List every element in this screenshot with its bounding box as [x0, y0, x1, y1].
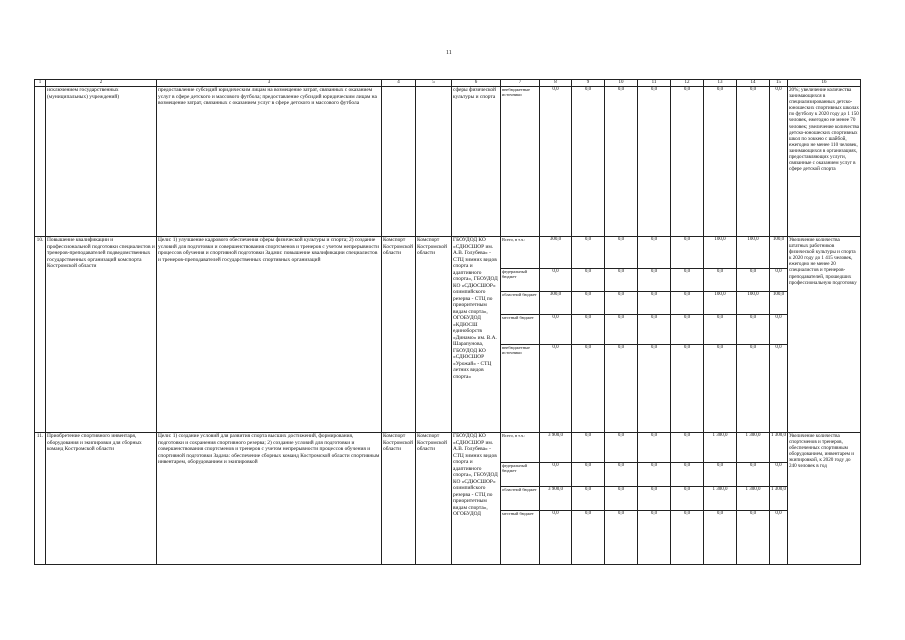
funding-value: 0,0 [737, 315, 770, 345]
funding-value: 0,0 [704, 511, 737, 565]
funding-value: 0,0 [770, 87, 788, 237]
co-executor: Комспорт Костромской области [416, 237, 452, 433]
funding-value: 0,0 [540, 315, 572, 345]
funding-value: 0,0 [671, 511, 704, 565]
table-row [35, 433, 861, 463]
funding-source: внебюджетные источники [501, 345, 540, 433]
funding-value: 0,0 [605, 237, 638, 269]
co-executor: Комспорт Костромской области [416, 433, 452, 565]
row-number: 11. [35, 433, 46, 565]
row-number [35, 87, 46, 237]
funding-value: 0,0 [638, 237, 671, 269]
funding-value: 0,0 [704, 345, 737, 433]
funding-source: областной бюджет [501, 487, 540, 511]
program-measures-table [34, 79, 861, 565]
measure-goals: Цели: 1) улучшение кадрового обеспечения сферы физической культуры и спорта; 2) создание условий для подготовки и совершенствования спортсменов и тренеров с учетом непрерывности процессов обучения и спортивной подготовки Задачи: повышение квалификации специалистов и тренеров-преподавателей государственных спортивных организаций [157, 237, 382, 433]
col-number: 6 [452, 80, 501, 87]
funding-value: 0,0 [540, 345, 572, 433]
col-number: 15 [770, 80, 788, 87]
funding-value: 0,0 [572, 511, 605, 565]
funding-value: 0,0 [605, 315, 638, 345]
col-number: 7 [501, 80, 540, 87]
responsible-executor: Комспорт Костромской области [382, 433, 416, 565]
funding-value: 0,0 [605, 463, 638, 487]
col-number: 5 [416, 80, 452, 87]
funding-value: 0,0 [638, 292, 671, 315]
funding-value: 0,0 [638, 433, 671, 463]
column-number-row [35, 80, 861, 87]
col-number: 2 [46, 80, 157, 87]
funding-value: 0,0 [572, 433, 605, 463]
funding-value: 3 900,0 [540, 487, 572, 511]
expected-result: Увеличение количества спортсменов и тренеров, обеспеченных спортивным оборудованием, инвентарем и экипировкой, к 2020 году до 240 человек в год [788, 433, 861, 565]
funding-value: 100,0 [737, 237, 770, 269]
funding-value: 0,0 [737, 463, 770, 487]
participant-organizations: ГБОУДОД КО «СДЮСШОР им. А.В. Голубева» - СТЦ зимних видов спорта и адаптивного спорта», ГБОУДОД КО «СДЮСШОР» олимпийского резерва - СТЦ по приоритетным видам спорта», ОГОБУДОД [452, 433, 501, 565]
funding-value: 0,0 [638, 315, 671, 345]
measure-name: исключением государственных (муниципальных) учреждений) [46, 87, 157, 237]
funding-value: 0,0 [638, 87, 671, 237]
col-number: 3 [157, 80, 382, 87]
funding-value: 100,0 [770, 292, 788, 315]
funding-value: 0,0 [638, 487, 671, 511]
col-number: 9 [572, 80, 605, 87]
table-row [35, 237, 861, 269]
participant-organizations: ГБОУДОД КО «СДЮСШОР им. А.В. Голубева» - СТЦ зимних видов спорта и адаптивного спорта», ГБОУДОД КО «СДЮСШОР» олимпийского резерва - СТЦ по приоритетным видам спорта», ОГОБУДОД «КДЮСШ единоборств «Динамо» им. В.А. Шарапунова, ГБОУДОД КО «СДЮСШОР «Урожай» - СТЦ летних видов спорта» [452, 237, 501, 433]
col-number: 1 [35, 80, 46, 87]
funding-value: 0,0 [605, 511, 638, 565]
funding-value: 0,0 [737, 87, 770, 237]
funding-value: 0,0 [605, 269, 638, 292]
funding-value: 0,0 [572, 87, 605, 237]
funding-value: 0,0 [671, 315, 704, 345]
funding-value: 0,0 [671, 487, 704, 511]
funding-value: 300,0 [540, 292, 572, 315]
funding-value: 1 300,0 [737, 487, 770, 511]
funding-value: 1 300,0 [770, 433, 788, 463]
page-number: 11 [446, 50, 452, 56]
funding-value: 0,0 [638, 269, 671, 292]
funding-value: 0,0 [540, 87, 572, 237]
expected-result: 20%; увеличение количества занимающихся в специализированных детско-юношеских спортивных школах по футболу к 2020 году до 1 150 человек, ежегодно не менее 70 человек; увеличение количества детско-юношеских спортивных школ по хоккею с шайбой, ежегодно не менее 110 человек, занимающихся в организациях, предоставляющих услуги, связанные с оказанием услуг в сфере детской спорта [788, 87, 861, 237]
funding-value: 0,0 [737, 269, 770, 292]
funding-value: 0,0 [671, 345, 704, 433]
funding-value: 0,0 [671, 87, 704, 237]
funding-value: 0,0 [770, 315, 788, 345]
funding-value: 0,0 [638, 345, 671, 433]
col-number: 4 [382, 80, 416, 87]
funding-value: 1 300,0 [704, 487, 737, 511]
funding-value: 0,0 [540, 511, 572, 565]
funding-source: федеральный бюджет [501, 269, 540, 292]
funding-value: 0,0 [770, 269, 788, 292]
funding-value: 100,0 [770, 237, 788, 269]
measure-goals: Цели: 1) создание условий для развития спорта высших достижений, формирования, подготовки и сохранения спортивного резерва; 2) создание условий для подготовки и совершенствования спортсменов и тренеров с учетом непрерывности процессов обучения и спортивной подготовки Задача: обеспечение сборных команд Костромской области спортивным инвентарем, оборудованием и экипировкой [157, 433, 382, 565]
funding-value: 0,0 [704, 87, 737, 237]
table-body [35, 87, 861, 565]
funding-value: 100,0 [704, 237, 737, 269]
funding-source: Всего, в т.ч.: [501, 237, 540, 269]
funding-value: 0,0 [770, 463, 788, 487]
funding-value: 0,0 [704, 269, 737, 292]
funding-source: местный бюджет [501, 315, 540, 345]
funding-source: местный бюджет [501, 511, 540, 565]
funding-value: 100,0 [704, 292, 737, 315]
funding-value: 0,0 [671, 433, 704, 463]
funding-value: 0,0 [671, 269, 704, 292]
measure-name: Повышение квалификации и профессиональной подготовки специалистов и тренеров-преподавателей подведомственных государственных организаций комспорта Костромской области [46, 237, 157, 433]
participant-organizations: сферы физической культуры и спорта [452, 87, 501, 237]
funding-value: 0,0 [572, 269, 605, 292]
expected-result: Увеличение количества штатных работников физической культуры и спорта к 2020 году до 1 415 человек, ежегодно не менее 20 специалистов и тренеров-преподавателей, прошедших профессиональную подготовку [788, 237, 861, 433]
funding-value: 0,0 [671, 292, 704, 315]
responsible-executor: Комспорт Костромской области [382, 237, 416, 433]
funding-source: областной бюджет [501, 292, 540, 315]
funding-value: 0,0 [572, 463, 605, 487]
funding-value: 0,0 [572, 292, 605, 315]
funding-value: 0,0 [572, 237, 605, 269]
funding-value: 0,0 [540, 269, 572, 292]
funding-value: 100,0 [737, 292, 770, 315]
funding-value: 0,0 [605, 345, 638, 433]
funding-value: 0,0 [540, 463, 572, 487]
co-executor [416, 87, 452, 237]
funding-value: 0,0 [737, 511, 770, 565]
funding-value: 0,0 [605, 433, 638, 463]
measure-goals: предоставление субсидий юридическим лицам на возмещение затрат, связанных с оказанием услуг в сфере детского и массового футбола; предоставление субсидий юридическим лицам на возмещение затрат, связанных с оказанием услуг в сфере детского и массового футбола [157, 87, 382, 237]
funding-source: внебюджетные источники [501, 87, 540, 237]
funding-value: 1 300,0 [770, 487, 788, 511]
funding-value: 3 900,0 [540, 433, 572, 463]
funding-source: Всего, в т.ч.: [501, 433, 540, 463]
funding-value: 0,0 [638, 463, 671, 487]
funding-value: 0,0 [671, 463, 704, 487]
funding-value: 0,0 [572, 345, 605, 433]
funding-value: 0,0 [704, 463, 737, 487]
funding-value: 300,0 [540, 237, 572, 269]
col-number: 8 [540, 80, 572, 87]
funding-value: 1 300,0 [704, 433, 737, 463]
row-number: 10. [35, 237, 46, 433]
funding-value: 0,0 [638, 511, 671, 565]
funding-value: 0,0 [704, 315, 737, 345]
col-number: 10 [605, 80, 638, 87]
funding-value: 0,0 [770, 345, 788, 433]
col-number: 11 [638, 80, 671, 87]
table-row [35, 87, 861, 237]
funding-value: 0,0 [572, 487, 605, 511]
funding-value: 0,0 [572, 315, 605, 345]
col-number: 16 [788, 80, 861, 87]
col-number: 14 [737, 80, 770, 87]
responsible-executor [382, 87, 416, 237]
funding-value: 0,0 [770, 511, 788, 565]
funding-value: 0,0 [671, 237, 704, 269]
funding-value: 1 300,0 [737, 433, 770, 463]
col-number: 12 [671, 80, 704, 87]
col-number: 13 [704, 80, 737, 87]
funding-value: 0,0 [737, 345, 770, 433]
measure-name: Приобретение спортивного инвентаря, оборудования и экипировки для сборных команд Костромской области [46, 433, 157, 565]
funding-value: 0,0 [605, 487, 638, 511]
funding-value: 0,0 [605, 87, 638, 237]
funding-value: 0,0 [605, 292, 638, 315]
funding-source: федеральный бюджет [501, 463, 540, 487]
